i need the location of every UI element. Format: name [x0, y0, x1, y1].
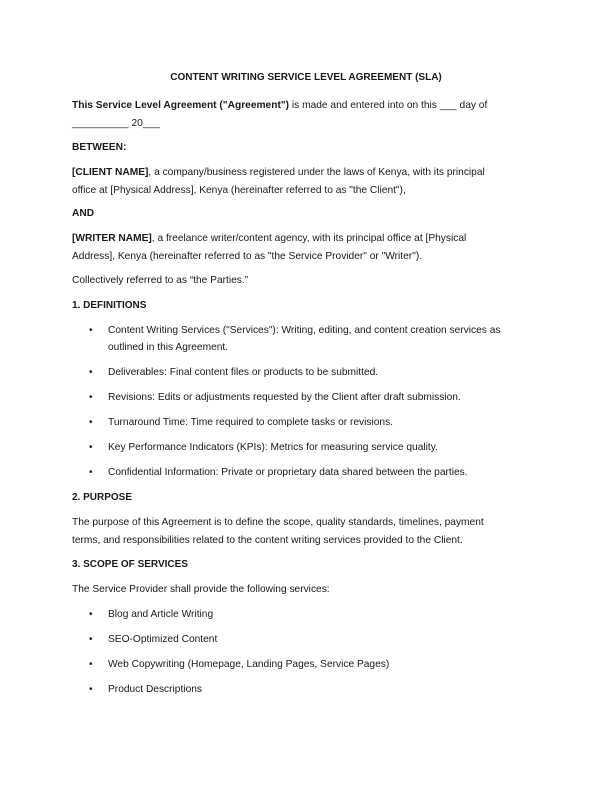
list-item: • Turnaround Time: Time required to complete tasks or revisions.: [72, 414, 542, 431]
bullet-icon: •: [89, 609, 93, 620]
section-2-heading: 2. PURPOSE: [72, 492, 133, 503]
intro-paragraph: [72, 97, 542, 132]
document-title: CONTENT WRITING SERVICE LEVEL AGREEMENT (SLA): [170, 72, 442, 83]
list-item: • Confidential Information: Private or proprietary data shared between the parties.: [72, 464, 542, 481]
section-3-heading: 3. SCOPE OF SERVICES: [72, 559, 188, 570]
and-heading: AND: [72, 208, 95, 219]
intro-rest: is made and entered into on this ___ day of: [289, 100, 488, 111]
writer-name: [WRITER NAME]: [72, 233, 152, 244]
writer-text-1: , a freelance writer/content agency, with its principal office at [Physical: [151, 233, 467, 244]
bullet-icon: •: [89, 659, 93, 670]
bullet-icon: •: [89, 392, 93, 403]
bullet-icon: •: [89, 325, 93, 336]
intro-bold: This Service Level Agreement ("Agreement"): [72, 100, 290, 111]
scope-intro: The Service Provider shall provide the following services:: [72, 584, 330, 595]
list-item: • Blog and Article Writing: [72, 606, 542, 623]
definitions-list: [72, 322, 542, 481]
parties-note: Collectively referred to as “the Parties.”: [72, 275, 249, 286]
list-item: • Key Performance Indicators (KPIs): Metrics for measuring service quality.: [72, 439, 542, 456]
intro-date-line: __________ 20___: [72, 117, 160, 129]
client-text-1: , a company/business registered under the laws of Kenya, with its principal: [148, 167, 485, 178]
purpose-paragraph: The purpose of this Agreement is to define the scope, quality standards, timelines, payment terms, and responsibilities related to the content writing services provided to the Client.: [72, 517, 484, 546]
list-item: • Product Descriptions: [72, 681, 542, 698]
list-item: • Revisions: Edits or adjustments requested by the Client after draft submission.: [72, 389, 542, 406]
client-name: [CLIENT NAME]: [72, 167, 149, 178]
list-item: • Content Writing Services ("Services"): Writing, editing, and content creation services as outlined in this Agreement.: [72, 322, 542, 356]
bullet-icon: •: [89, 442, 93, 453]
writer-paragraph: [72, 230, 542, 265]
client-paragraph: [72, 164, 542, 199]
bullet-icon: •: [89, 417, 93, 428]
list-item: • Web Copywriting (Homepage, Landing Pages, Service Pages): [72, 656, 542, 673]
writer-text-2: Address], Kenya (hereinafter referred to as "the Service Provider" or "Writer").: [72, 250, 423, 262]
bullet-icon: •: [89, 634, 93, 645]
services-list: [72, 606, 542, 698]
section-1-heading: 1. DEFINITIONS: [72, 300, 147, 311]
client-text-2: office at [Physical Address], Kenya (hereinafter referred to as "the Client"),: [72, 184, 406, 196]
bullet-icon: •: [89, 367, 93, 378]
bullet-icon: •: [89, 467, 93, 478]
bullet-icon: •: [89, 684, 93, 695]
list-item: • SEO-Optimized Content: [72, 631, 542, 648]
between-heading: BETWEEN:: [72, 142, 127, 153]
list-item: • Deliverables: Final content files or products to be submitted.: [72, 364, 542, 381]
